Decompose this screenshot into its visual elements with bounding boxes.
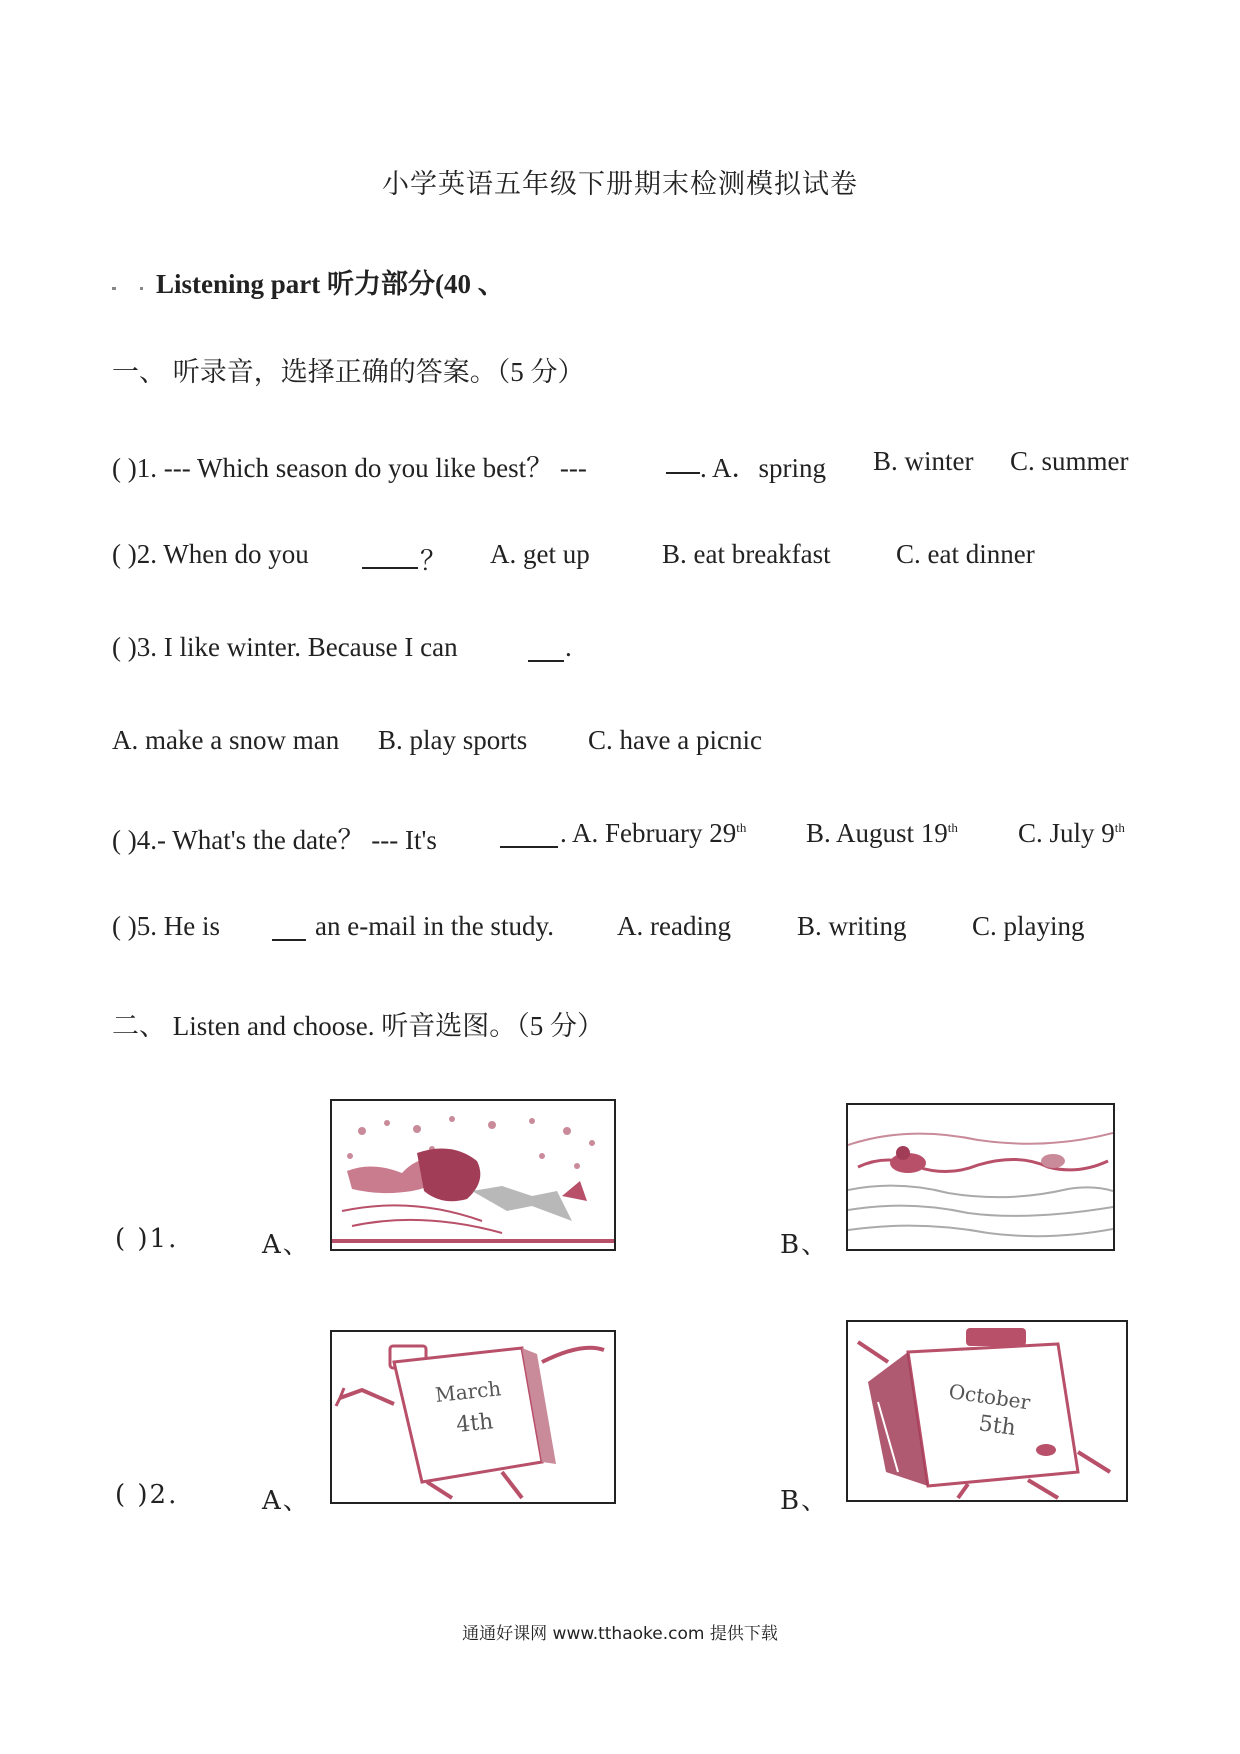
picture-question-2: ( )2. — [115, 1480, 179, 1510]
option-b: B. writing — [797, 911, 907, 941]
answer-blank — [528, 640, 564, 662]
page-title: 小学英语五年级下册期末检测模拟试卷 — [382, 169, 858, 199]
answer-blank — [362, 547, 418, 569]
summer-swimming-icon — [848, 1105, 1113, 1249]
calendar-october-icon — [848, 1322, 1126, 1500]
question-text-rest: an e-mail in the study. — [315, 911, 554, 941]
option-a: A. get up — [490, 539, 590, 569]
option-a: A. make a snow man — [112, 725, 340, 755]
footer-credit: 通通好课网 www.tthaoke.com 提供下载 — [462, 1624, 778, 1644]
option-b: B. play sports — [378, 725, 528, 755]
option-c: C. July 9th — [1018, 818, 1125, 848]
option-c: C. eat dinner — [896, 539, 1035, 569]
option-a: . A. February 29th — [560, 818, 747, 848]
calendar-october-picture — [846, 1320, 1128, 1502]
option-b: B. August 19th — [806, 818, 958, 848]
question-text: ( )4.- What's the date？ --- It's — [112, 825, 437, 855]
part2-heading: 二、 Listen and choose. 听音选图。（5 分） — [112, 1011, 604, 1041]
answer-blank — [666, 452, 700, 474]
picture-label-b: B、 — [780, 1486, 830, 1516]
option-c: C. playing — [972, 911, 1085, 941]
winter-wind-picture — [330, 1099, 616, 1251]
question-text: ( )3. I like winter. Because I can — [112, 632, 458, 662]
picture-label-a: A、 — [262, 1486, 311, 1516]
answer-blank — [272, 919, 306, 941]
question-mark: ？ — [420, 546, 447, 576]
option-a: A. reading — [617, 911, 731, 941]
part1-heading: 一、 听录音，选择正确的答案。（5 分） — [112, 357, 585, 387]
question-text: ( )2. When do you — [112, 539, 309, 569]
option-c: C. summer — [1010, 446, 1129, 476]
option-b: B. winter — [873, 446, 974, 476]
scan-dot — [140, 287, 143, 290]
calendar-a-day: 4th — [455, 1409, 495, 1438]
calendar-march-picture — [330, 1330, 616, 1504]
winter-scene-icon — [332, 1101, 614, 1249]
answer-blank — [500, 826, 558, 848]
option-a: . A．spring — [700, 453, 827, 483]
picture-label-b: B、 — [780, 1230, 830, 1260]
swimming-picture — [846, 1103, 1115, 1251]
option-b: B. eat breakfast — [662, 539, 831, 569]
question-text: ( )5. He is — [112, 911, 220, 941]
picture-label-a: A、 — [262, 1230, 311, 1260]
scan-dot — [112, 287, 116, 290]
calendar-b-month: October — [947, 1379, 1032, 1415]
calendar-b-day: 5th — [977, 1411, 1018, 1442]
picture-question-1: ( )1. — [115, 1224, 179, 1254]
calendar-march-icon — [332, 1332, 614, 1502]
question-text: ( )1. --- Which season do you like best？ --- — [112, 453, 587, 483]
period: . — [565, 632, 572, 662]
calendar-a-month: March — [434, 1376, 503, 1407]
option-c: C. have a picnic — [588, 725, 762, 755]
section-heading: Listening part 听力部分(40 、 — [156, 269, 505, 299]
